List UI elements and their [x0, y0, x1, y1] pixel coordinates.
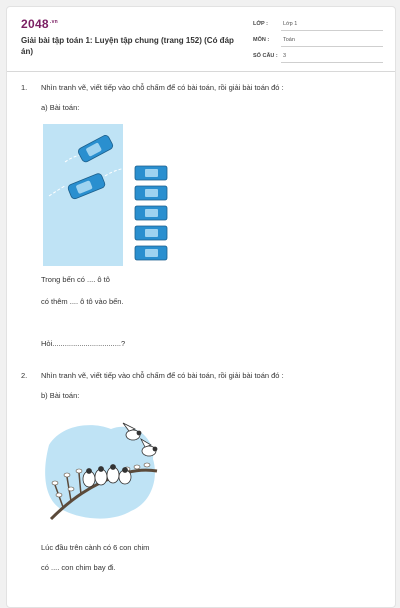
- question-1-line-1: Trong bến có .... ô tô: [41, 275, 110, 284]
- question-1-number: 1.: [21, 83, 28, 92]
- document-header: [7, 7, 395, 72]
- meta-class: [253, 17, 383, 31]
- meta-subject-label: MÔN :: [253, 37, 270, 43]
- meta-class-value: Lớp 1: [283, 21, 298, 27]
- question-2-text: Nhìn tranh vẽ, viết tiếp vào chỗ chấm để có bài toán, rồi giải bài toán đó :: [41, 371, 284, 380]
- question-2: [21, 371, 391, 383]
- logo-suffix: .vn: [49, 19, 59, 25]
- birds-picture: [41, 415, 159, 525]
- question-2-line-2: có .... con chim bay đi.: [41, 563, 116, 572]
- question-1-line-2: có thêm .... ô tô vào bến.: [41, 297, 124, 306]
- meta-count-value: 3: [283, 53, 287, 59]
- meta-class-label: LỚP :: [253, 21, 268, 27]
- parking-picture: [43, 124, 173, 266]
- question-1: [21, 83, 391, 95]
- question-2-line-1: Lúc đầu trên cành có 6 con chim: [41, 543, 150, 552]
- meta-count-label: SỐ CÂU :: [253, 53, 278, 59]
- document-sheet: [6, 6, 396, 608]
- meta-subject-value: Toán: [283, 37, 295, 43]
- question-2-sub-heading: b) Bài toán:: [41, 391, 80, 400]
- meta-count: [253, 49, 383, 63]
- parked-cars: [135, 166, 167, 260]
- page-title: Giải bài tập toán 1: Luyện tập chung (trang 152) (Có đáp án): [21, 36, 234, 56]
- meta-subject: [253, 33, 383, 47]
- question-1-sub-heading: a) Bài toán:: [41, 103, 80, 112]
- question-1-text: Nhìn tranh vẽ, viết tiếp vào chỗ chấm để có bài toán, rồi giải bài toán đó :: [41, 83, 284, 92]
- site-logo[interactable]: [21, 17, 58, 31]
- question-2-number: 2.: [21, 371, 28, 380]
- question-1-line-3: Hỏi.................................?: [41, 339, 126, 348]
- logo-text: 2048: [21, 17, 49, 31]
